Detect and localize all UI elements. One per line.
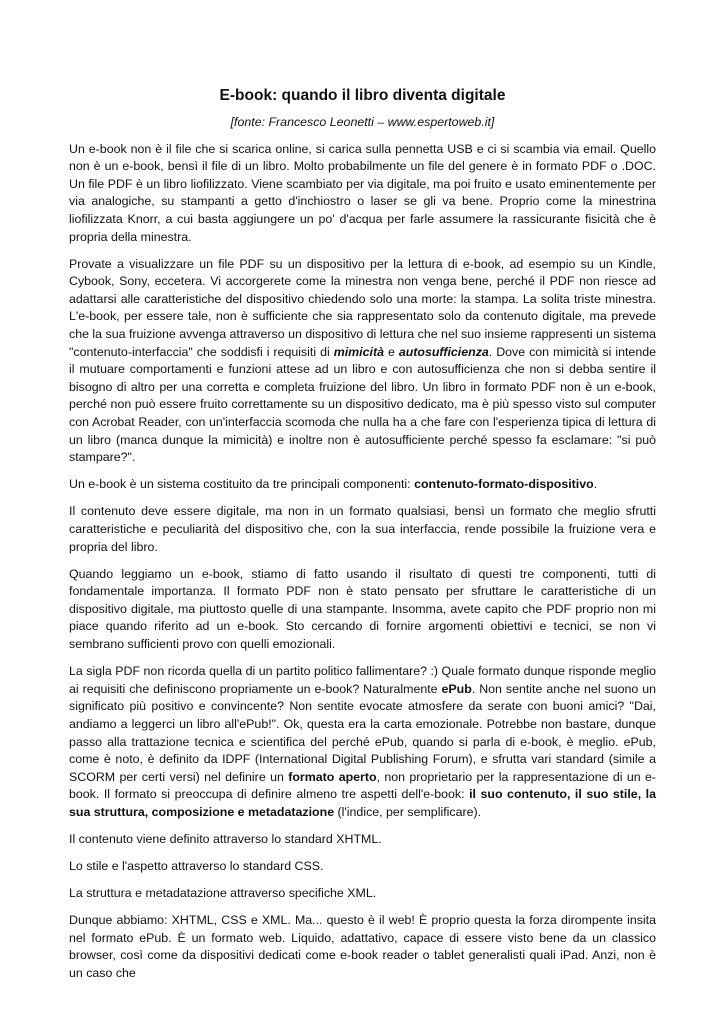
source-credit: [fonte: Francesco Leonetti – www.espertoweb.it] xyxy=(230,115,495,129)
paragraph-2 xyxy=(69,256,656,467)
paragraph-10: Dunque abbiamo: XHTML, CSS e XML. Ma... questo è il web! È proprio questa la forza dirompente insita nel formato ePub. È un formato web. Liquido, adattativo, capace di essere visto bene da un classico browser, così come da dispositivi dedicati come e-book reader o tablet generalisti quali iPad. Anzi, non è un caso che xyxy=(69,913,656,981)
term-autosufficienza: autosufficienza xyxy=(398,344,489,359)
term-aspetti-ebook: il suo contenuto, il suo stile, la sua struttura, composizione e metadatazione xyxy=(69,787,657,819)
paragraph-3-text-a: Un e-book è un sistema costituito da tre principali componenti: xyxy=(69,477,415,492)
term-contenuto-formato-dispositivo: contenuto-formato-dispositivo xyxy=(414,477,594,492)
paragraph-6-text-g: (l'indice, per semplificare). xyxy=(334,804,482,819)
paragraph-3 xyxy=(69,476,656,494)
paragraph-6 xyxy=(69,663,656,821)
paragraph-7: Il contenuto viene definito attraverso lo standard XHTML. xyxy=(69,831,382,846)
term-mimicita: mimicità xyxy=(333,344,384,359)
paragraph-2-text-a: Provate a visualizzare un file PDF su un dispositivo per la lettura di e-book, ad esempio su un Kindle, Cybook, Sony, eccetera. Vi accorgerete come la minestra non venga bene, perché il PDF non riesce ad adattarsi alle caratteristiche del dispositivo chiedendo solo una morte: la stampa. La solita triste minestra. L'e-book, per essere tale, non è sufficiente che sia rappresentato solo da contenuto digitale, ma prevede che la sua fruizione avvenga attraverso un dispositivo di lettura che nel suo insieme rappresenti un sistema "contenuto-interfaccia" che soddisfi i requisiti di xyxy=(69,256,656,359)
paragraph-4: Il contenuto deve essere digitale, ma non in un formato qualsiasi, bensì un formato che meglio sfrutti caratteristiche e peculiarità del dispositivo che, con la sua interfaccia, rende possibile la fruizione vera e propria del libro. xyxy=(69,504,656,554)
paragraph-9: La struttura e metadatazione attraverso specifiche XML. xyxy=(69,886,377,901)
paragraph-8: Lo stile e l'aspetto attraverso lo standard CSS. xyxy=(69,859,324,874)
paragraph-2-text-e: . Dove con mimicità si intende il mutuare comportamenti e funzioni attese ad un libro e con autosufficienza che non si debba sentire il bisogno di altro per una corretta e completa fruizione del libro. Un libro in formato PDF non è un e-book, perché non può essere fruito correttamente su un dispositivo dedicato, ma è più spesso visto sul computer con Acrobat Reader, con un'interfaccia scomoda che nulla ha a che fare con l'esperienza tipica di lettura di un libro (manca dunque la mimicità) e inoltre non è autosufficiente perché spesso fa esclamare: "si può stampare?". xyxy=(69,344,656,465)
paragraph-1: Un e-book non è il file che si scarica online, si carica sulla pennetta USB e ci si scambia via email. Quello non è un e-book, bensì il file di un libro. Molto probabilmente un file del genere è in formato PDF o .DOC. Un file PDF è un libro liofilizzato. Viene scambiato per via digitale, ma poi fruito e usato eminentemente per via analogiche, su stampanti a getto d'inchiostro o laser se gli va bene. Proprio come la minestrina liofilizzata Knorr, a cui basta aggiungere un po' d'acqua per farle assumere la rassicurante fisicità che è propria della minestra. xyxy=(69,141,656,244)
paragraph-6-text-a: La sigla PDF non ricorda quella di un partito politico fallimentare? :) Quale formato dunque risponde meglio ai requisiti che definiscono propriamente un e-book? Naturalmente xyxy=(69,664,656,696)
paragraph-6-text-c: . Non sentite anche nel suono un significato più positivo e convincente? Non sentite evocate atmosfere da serate con buoni amici? "Dai, andiamo a leggerci un libro all'ePub!". Ok, questa era la carta emozionale. Potrebbe non bastare, dunque passo alla trattazione tecnica e scientifica del perché ePub, quando si parla di e-book, è meglio. ePub, come è noto, è definito da IDPF (International Digital Publishing Forum), e sfrutta vari standard (simile a SCORM per certi versi) nel definire un xyxy=(69,681,656,784)
paragraph-2-text-c: e xyxy=(383,344,399,359)
paragraph-6-text-e: , non proprietario per la rappresentazione di un e-book. Il formato si preoccupa di definire almeno tre aspetti dell'e-book: xyxy=(69,769,657,802)
paragraph-5: Quando leggiamo un e-book, stiamo di fatto usando il risultato di questi tre componenti, tutti di fondamentale importanza. Il formato PDF non è stato pensato per sfruttare le caratteristiche di un dispositivo digitale, ma piuttosto quelle di una stampante. Insomma, avete capito che PDF proprio non mi piace quando riferito ad un e-book. Sto cercando di fornire argomenti obiettivi e tecnici, se non vi sembrano sufficienti provo con quelli emozionali. xyxy=(69,566,656,652)
term-epub: ePub xyxy=(441,681,472,696)
document-title: E-book: quando il libro diventa digitale xyxy=(219,87,506,104)
paragraph-3-text-c: . xyxy=(593,477,598,492)
term-formato-aperto: formato aperto xyxy=(288,769,377,784)
